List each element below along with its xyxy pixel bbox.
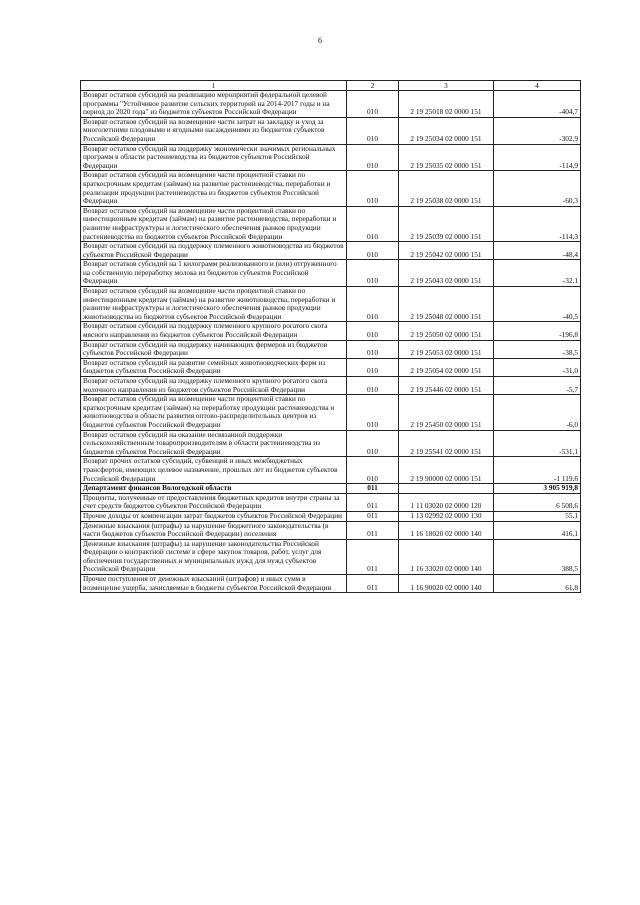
department-row [81,484,581,494]
row-budget-code: 2 19 25035 02 0000 151 [399,144,494,171]
row-amount: -6,0 [494,395,581,430]
row-budget-code: 2 19 90000 02 0000 151 [399,457,494,484]
row-admin-code: 011 [347,511,399,521]
row-budget-code: 2 19 25450 02 0000 151 [399,395,494,430]
row-admin-code: 010 [347,260,399,287]
row-description: Проценты, полученные от предоставления бюджетных кредитов внутри страны за счет средств бюджетов субъектов Российской Федерации [81,493,347,511]
row-budget-code: 1 16 90020 02 0000 140 [399,575,494,593]
row-admin-code: 010 [347,171,399,206]
table-row [81,242,581,260]
row-admin-code: 011 [347,484,399,494]
table-row [81,287,581,322]
row-admin-code: 011 [347,539,399,574]
row-description: Возврат остатков субсидий на 1 килограмм реализованного и (или) отгруженного на собственную переработку молока из бюджетов субъектов Российской Федерации [81,260,347,287]
table-row [81,260,581,287]
row-description: Возврат остатков субсидий на оказание несвязанной поддержки сельскохозяйственным товаропроизводителям в области растениеводства из бюджетов субъектов Российской Федерации [81,430,347,457]
row-amount: 55,1 [494,511,581,521]
row-admin-code: 010 [347,117,399,144]
row-amount: -196,8 [494,322,581,340]
row-description: Возврат остатков субсидий на возмещение части процентной ставки по краткосрочным кредитам (займам) на развитие растениеводства, переработки и реализации продукции растениеводства из бюджетов субъектов Российской Федерации [81,171,347,206]
row-description: Прочие поступления от денежных взысканий (штрафов) и иных сумм в возмещение ущерба, зачисляемые в бюджеты субъектов Российской Федерации [81,575,347,593]
row-budget-code: 2 19 25018 02 0000 151 [399,91,494,118]
table-row [81,340,581,358]
page-number: 6 [318,36,322,45]
row-budget-code [399,484,494,494]
table-row [81,206,581,241]
row-amount: -302,9 [494,117,581,144]
row-description: Возврат остатков субсидий на поддержку племенного животноводства из бюджетов субъектов Российской Федерации [81,242,347,260]
row-budget-code: 2 19 25446 02 0000 151 [399,377,494,395]
row-description: Возврат остатков субсидий на поддержку племенного крупного рогатого скота мясного направления из бюджетов субъектов Российской Федерации [81,322,347,340]
row-admin-code: 011 [347,521,399,539]
column-header-4: 4 [494,81,581,91]
row-budget-code: 1 13 02992 02 0000 130 [399,511,494,521]
row-budget-code: 2 19 25043 02 0000 151 [399,260,494,287]
row-amount: -1 119,6 [494,457,581,484]
row-description: Возврат остатков субсидий на поддержку начинающих фермеров из бюджетов субъектов Российской Федерации [81,340,347,358]
table-row [81,144,581,171]
row-amount: 3 905 919,8 [494,484,581,494]
column-header-2: 2 [347,81,399,91]
row-description: Возврат остатков субсидий на поддержку племенного крупного рогатого скота молочного направления из бюджетов субъектов Российской Федерации [81,377,347,395]
row-admin-code: 010 [347,242,399,260]
table-row [81,493,581,511]
row-budget-code: 2 19 25053 02 0000 151 [399,340,494,358]
row-amount: -531,1 [494,430,581,457]
row-amount: -5,7 [494,377,581,395]
row-admin-code: 010 [347,377,399,395]
table-row [81,91,581,118]
row-admin-code: 010 [347,206,399,241]
row-amount: -40,5 [494,287,581,322]
row-admin-code: 010 [347,91,399,118]
row-budget-code: 1 16 18020 02 0000 140 [399,521,494,539]
row-description: Возврат остатков субсидий на возмещение части процентной ставки по инвестиционным кредитам (займам) на развитие животноводства, переработки и развитие инфраструктуры и логистического обеспечения рынков продукции животноводства из бюджетов субъектов Российской Федерации [81,287,347,322]
table-body [81,91,581,593]
row-budget-code: 2 19 25038 02 0000 151 [399,171,494,206]
row-admin-code: 010 [347,430,399,457]
row-admin-code: 010 [347,395,399,430]
column-header-3: 3 [399,81,494,91]
table-header-row [81,81,581,91]
row-admin-code: 010 [347,457,399,484]
row-admin-code: 010 [347,144,399,171]
row-amount: -32,1 [494,260,581,287]
row-amount: -48,4 [494,242,581,260]
row-budget-code: 2 19 25054 02 0000 151 [399,358,494,376]
row-budget-code: 2 19 25042 02 0000 151 [399,242,494,260]
row-description: Возврат остатков субсидий на возмещение части процентной ставки по краткосрочным кредитам (займам) на переработку продукции растениеводства и животноводства в области развития оптово-распределительных центров из бюджетов субъектов Российской Федерации [81,395,347,430]
table-row [81,322,581,340]
table-row [81,457,581,484]
row-amount: 416,1 [494,521,581,539]
row-description: Возврат остатков субсидий на развитие семейных животноводческих ферм из бюджетов субъектов Российской Федерации [81,358,347,376]
row-budget-code: 2 19 25039 02 0000 151 [399,206,494,241]
revenue-table [80,80,581,593]
row-amount: -60,3 [494,171,581,206]
table-row [81,511,581,521]
row-budget-code: 2 19 25541 02 0000 151 [399,430,494,457]
row-description: Прочие доходы от компенсации затрат бюджетов субъектов Российской Федерации [81,511,347,521]
table-row [81,117,581,144]
row-admin-code: 010 [347,287,399,322]
row-amount: -114,9 [494,144,581,171]
row-amount: -38,5 [494,340,581,358]
table-row [81,171,581,206]
row-description: Возврат остатков субсидий на поддержку экономически значимых региональных программ в области растениеводства из бюджетов субъектов Российской Федерации [81,144,347,171]
table-row [81,377,581,395]
table-row [81,521,581,539]
row-amount: 388,5 [494,539,581,574]
row-budget-code: 2 19 25034 02 0000 151 [399,117,494,144]
row-amount: 61,8 [494,575,581,593]
row-amount: -114,3 [494,206,581,241]
row-admin-code: 011 [347,575,399,593]
table-row [81,358,581,376]
row-amount: 6 508,6 [494,493,581,511]
row-budget-code: 1 16 33020 02 0000 140 [399,539,494,574]
row-description: Возврат прочих остатков субсидий, субвенций и иных межбюджетных трансфертов, имеющих целевое назначение, прошлых лет из бюджетов субъектов Российской Федерации [81,457,347,484]
row-amount: -31,0 [494,358,581,376]
table-row [81,430,581,457]
row-budget-code: 2 19 25048 02 0000 151 [399,287,494,322]
row-budget-code: 1 11 03020 02 0000 120 [399,493,494,511]
column-header-1: 1 [81,81,347,91]
row-description: Возврат остатков субсидий на реализацию мероприятий федеральной целевой программы "Устойчивое развитие сельских территорий на 2014-2017 годы и на период до 2020 года" из бюджетов субъектов Российской Федерации [81,91,347,118]
row-admin-code: 011 [347,493,399,511]
row-admin-code: 010 [347,322,399,340]
table-row [81,395,581,430]
row-admin-code: 010 [347,340,399,358]
row-description: Возврат остатков субсидий на возмещение части процентной ставки по инвестиционным кредитам (займам) на развитие растениеводства, переработки и развитие инфраструктуры и логистического обеспечения рынков продукции растениеводства из бюджетов субъектов Российской Федерации [81,206,347,241]
row-description: Возврат остатков субсидий на возмещение части затрат на закладку и уход за многолетними плодовыми и ягодными насаждениями из бюджетов субъектов Российской Федерации [81,117,347,144]
row-admin-code: 010 [347,358,399,376]
row-description: Денежные взыскания (штрафы) за нарушение законодательства Российской Федерации о контрактной системе в сфере закупок товаров, работ, услуг для обеспечения государственных и муниципальных нужд для нужд субъектов Российской Федерации [81,539,347,574]
row-description: Денежные взыскания (штрафы) за нарушение бюджетного законодательства (в части бюджетов субъектов Российской Федерации) поселения [81,521,347,539]
table-row [81,575,581,593]
table-row [81,539,581,574]
row-description: Департамент финансов Вологодской области [81,484,347,494]
row-budget-code: 2 19 25050 02 0000 151 [399,322,494,340]
row-amount: -404,7 [494,91,581,118]
